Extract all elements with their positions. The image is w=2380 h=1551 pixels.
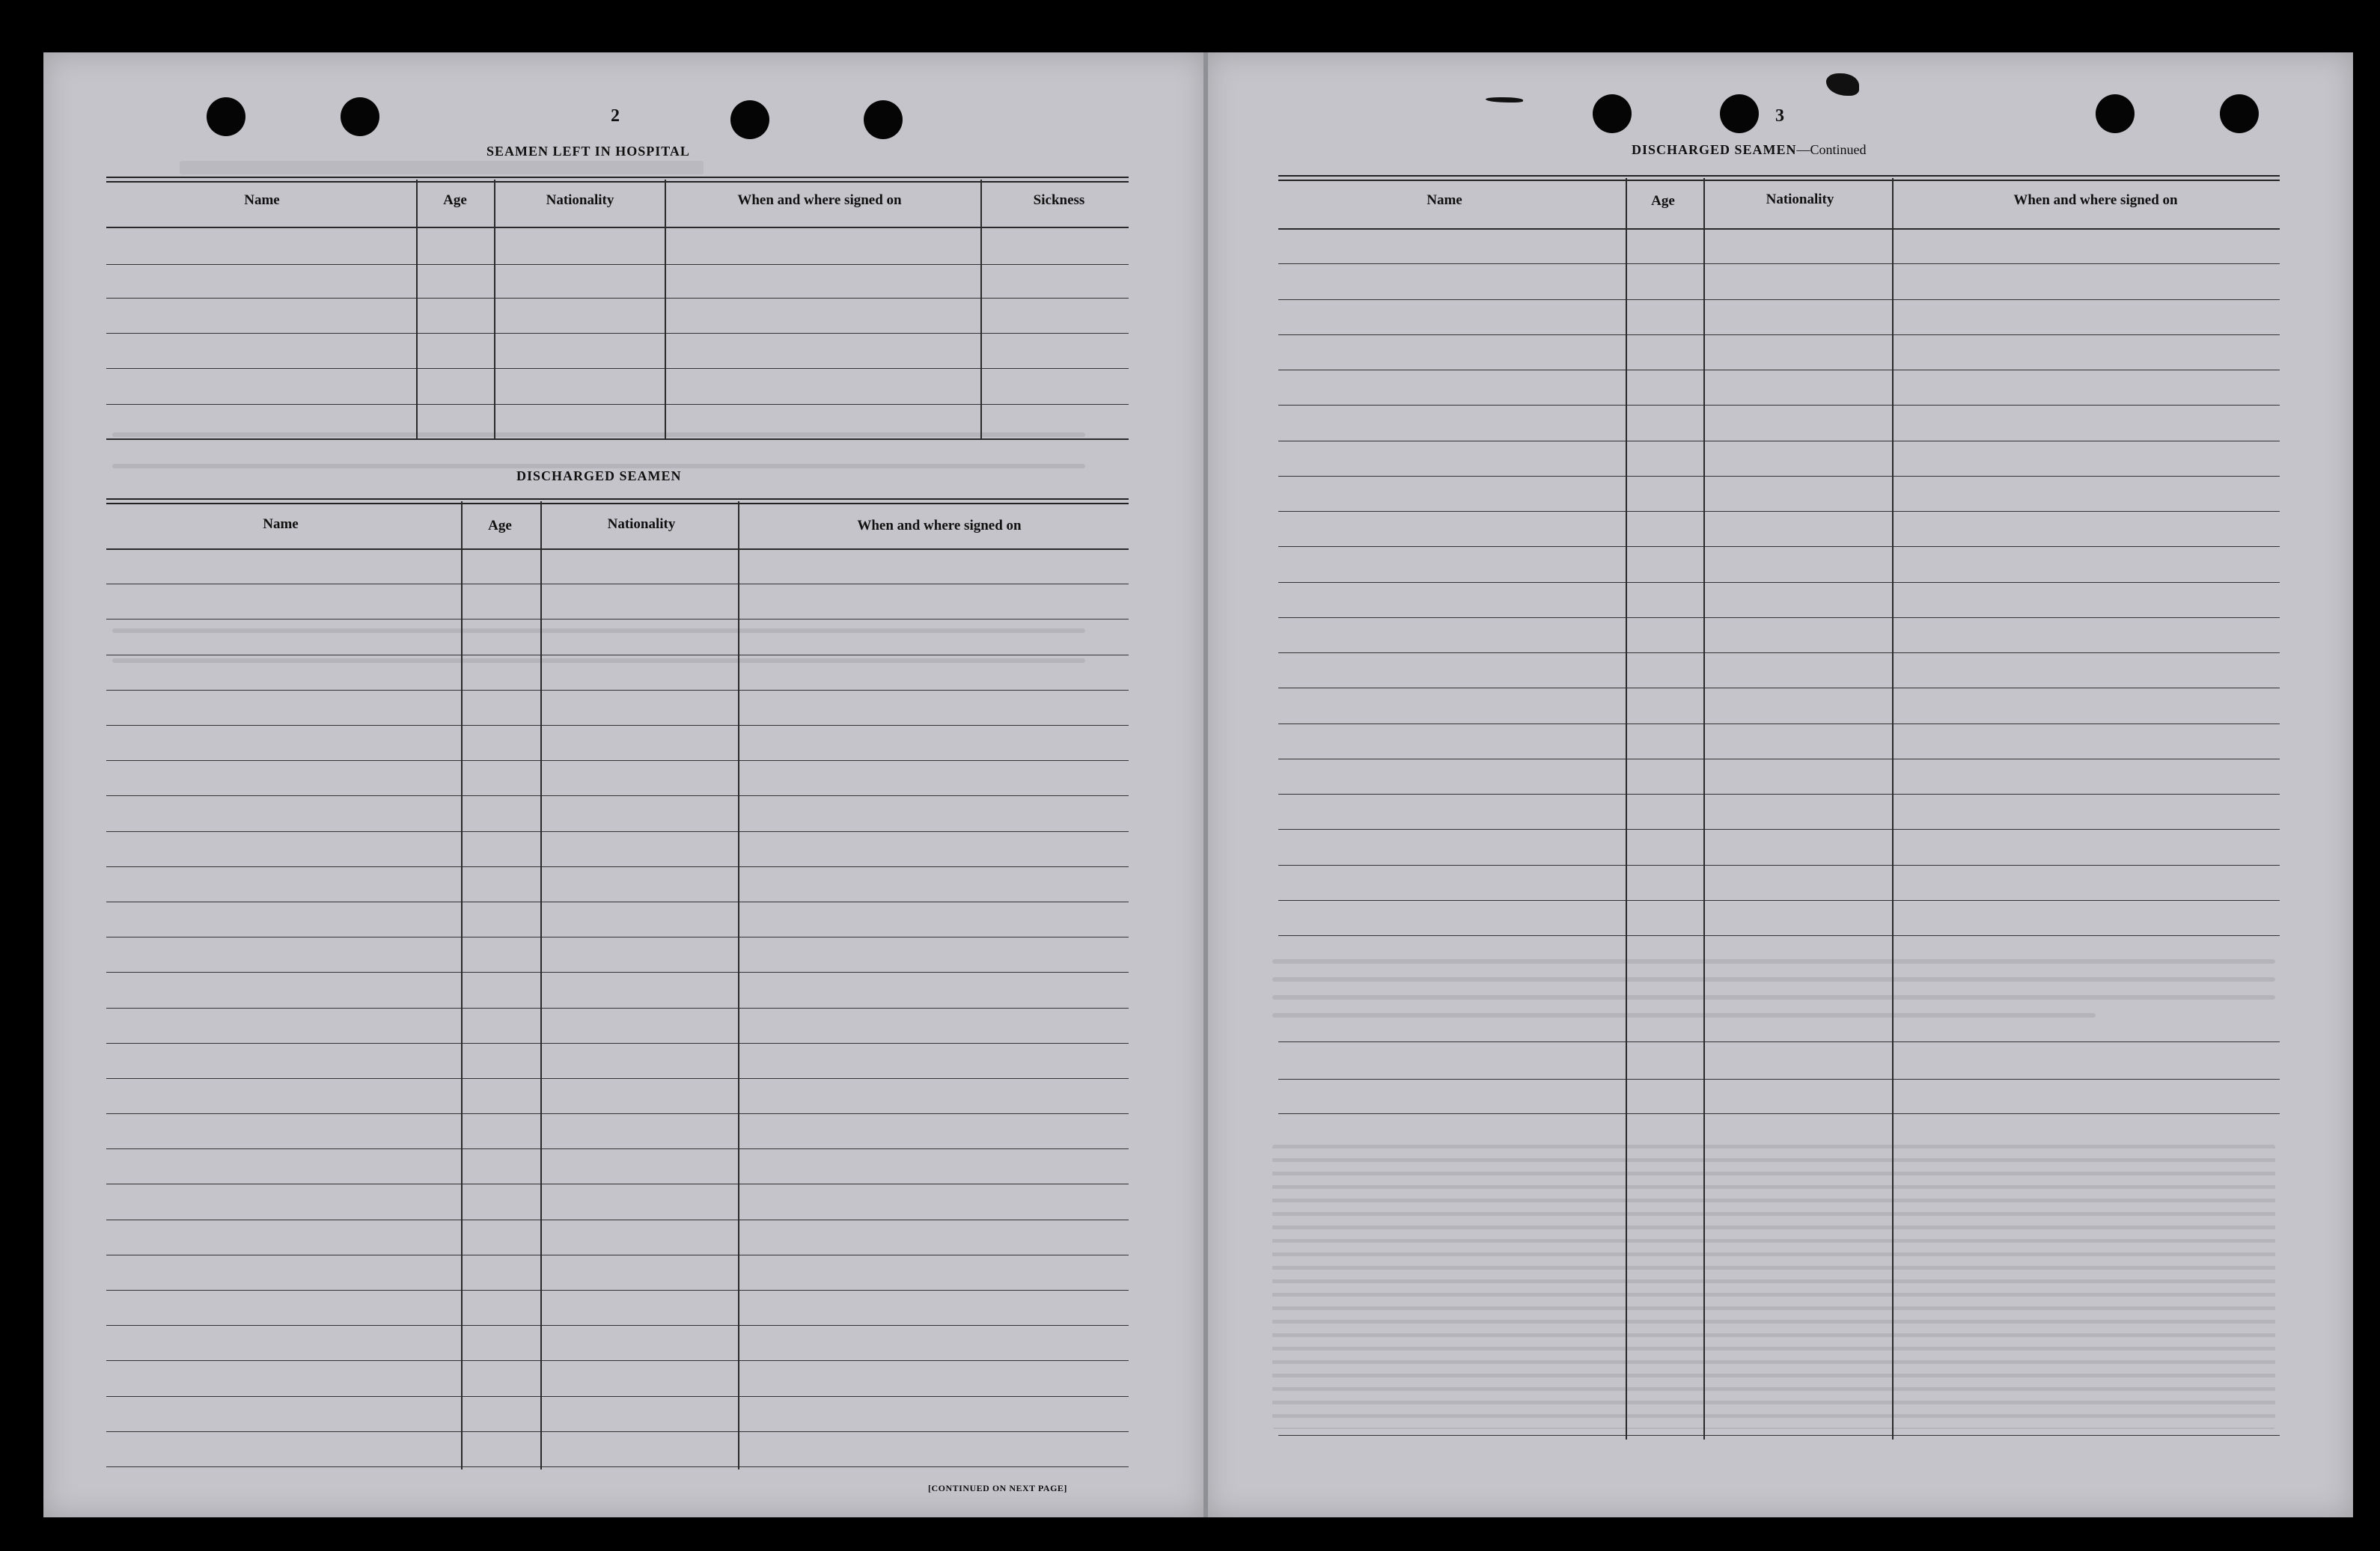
left-page	[43, 52, 1205, 1517]
page-number: 2	[611, 106, 620, 126]
row-rule	[106, 1466, 1129, 1467]
row-rule	[106, 795, 1129, 796]
row-rule	[106, 619, 1129, 620]
row-rule	[106, 1148, 1129, 1149]
bleed-through	[180, 161, 704, 174]
column-divider	[416, 180, 418, 440]
column-header-nationality: Nationality	[1766, 192, 1834, 207]
row-rule	[1278, 865, 2280, 866]
section-title-suffix: —Continued	[1796, 142, 1867, 157]
row-rule	[1278, 263, 2280, 264]
bleed-through	[1272, 995, 2275, 1000]
row-rule	[1278, 582, 2280, 583]
row-rule	[106, 1078, 1129, 1079]
row-rule	[106, 1043, 1129, 1044]
column-header-age: Age	[1651, 193, 1675, 209]
row-rule	[106, 690, 1129, 691]
table-top-rule	[106, 498, 1129, 504]
column-header-name: Name	[1427, 192, 1462, 208]
punch-hole	[1593, 94, 1632, 133]
section-title-discharged: DISCHARGED SEAMEN	[516, 468, 682, 483]
bleed-through	[1272, 1145, 2275, 1429]
column-header-nationality: Nationality	[546, 192, 614, 208]
column-header-when-where-signed: When and where signed on	[737, 192, 902, 208]
row-rule	[106, 404, 1129, 405]
punch-hole	[1720, 94, 1759, 133]
row-rule	[106, 298, 1129, 299]
row-rule	[1278, 476, 2280, 477]
row-rule	[106, 972, 1129, 973]
punch-hole	[730, 100, 769, 139]
bleed-through	[112, 432, 1085, 437]
row-rule	[106, 831, 1129, 832]
row-rule	[1278, 405, 2280, 406]
row-rule	[1278, 1113, 2280, 1114]
header-rule	[106, 227, 1129, 228]
row-rule	[106, 725, 1129, 726]
column-header-when-where-signed: When and where signed on	[857, 518, 1022, 533]
column-header-name: Name	[263, 516, 299, 532]
bleed-through	[112, 628, 1085, 633]
row-rule	[1278, 900, 2280, 901]
row-rule	[106, 1360, 1129, 1361]
row-rule	[1278, 334, 2280, 335]
continued-on-next-page-note: [CONTINUED ON NEXT PAGE]	[928, 1483, 1067, 1493]
column-divider	[980, 180, 982, 440]
column-divider	[665, 180, 666, 440]
column-header-nationality: Nationality	[607, 516, 676, 532]
table-bottom-rule	[106, 438, 1129, 440]
row-rule	[1278, 935, 2280, 936]
row-rule	[1278, 829, 2280, 830]
row-rule	[106, 333, 1129, 334]
row-rule	[106, 760, 1129, 761]
section-title-text: DISCHARGED SEAMEN	[1632, 142, 1797, 157]
row-rule	[1278, 794, 2280, 795]
column-header-age: Age	[443, 192, 467, 208]
row-rule	[106, 1396, 1129, 1397]
row-rule	[1278, 1079, 2280, 1080]
punch-hole	[341, 97, 379, 136]
page-gutter	[1203, 52, 1208, 1517]
column-divider	[1626, 178, 1627, 1440]
row-rule	[1278, 546, 2280, 547]
row-rule	[1278, 511, 2280, 512]
column-divider	[540, 501, 542, 1469]
punch-hole	[864, 100, 903, 139]
bleed-through	[1272, 977, 2275, 982]
row-rule	[106, 368, 1129, 369]
column-divider	[461, 501, 463, 1469]
row-rule	[1278, 299, 2280, 300]
section-title-hospital: SEAMEN LEFT IN HOSPITAL	[486, 144, 690, 159]
row-rule	[106, 1113, 1129, 1114]
row-rule	[1278, 617, 2280, 618]
row-rule	[106, 866, 1129, 867]
column-header-sickness: Sickness	[1033, 192, 1085, 208]
column-header-name: Name	[244, 192, 280, 208]
header-rule	[1278, 228, 2280, 230]
table-top-rule	[106, 177, 1129, 183]
column-divider	[1892, 178, 1894, 1440]
row-rule	[1278, 652, 2280, 653]
section-title-discharged-continued	[1632, 142, 1867, 158]
column-divider	[1703, 178, 1705, 1440]
row-rule	[106, 264, 1129, 265]
row-rule	[1278, 1435, 2280, 1436]
bleed-through	[1272, 1013, 2096, 1018]
column-header-age: Age	[488, 518, 512, 533]
column-divider	[738, 501, 739, 1469]
row-rule	[106, 1008, 1129, 1009]
row-rule	[106, 1290, 1129, 1291]
table-top-rule	[1278, 175, 2280, 181]
punch-hole	[2220, 94, 2259, 133]
punch-hole	[207, 97, 245, 136]
punch-hole	[2096, 94, 2135, 133]
row-rule	[106, 1431, 1129, 1432]
bleed-through	[112, 658, 1085, 663]
header-rule	[106, 548, 1129, 550]
row-rule	[106, 1325, 1129, 1326]
column-header-when-where-signed: When and where signed on	[2013, 192, 2178, 208]
page-number: 3	[1775, 106, 1784, 126]
bleed-through	[1272, 959, 2275, 964]
column-divider	[494, 180, 495, 440]
row-rule	[1278, 1041, 2280, 1042]
